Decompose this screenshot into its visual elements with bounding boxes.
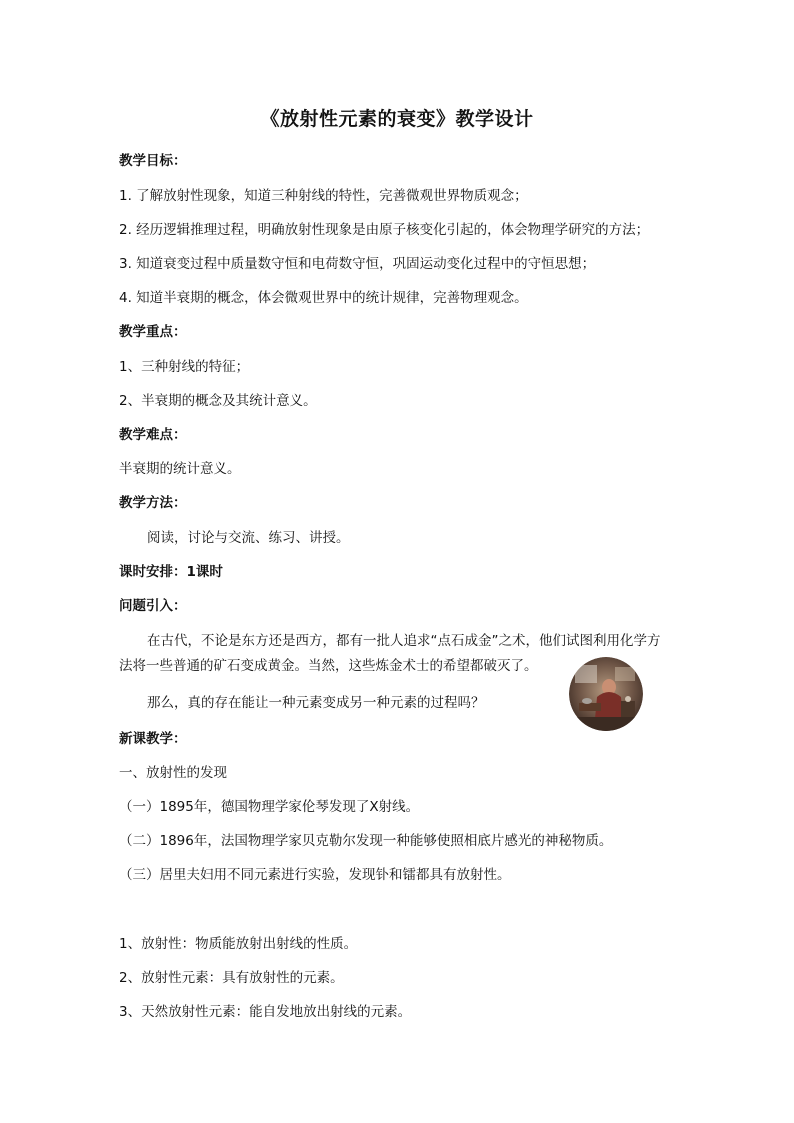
intro-paragraph-line: 在古代，不论是东方还是西方，都有一批人追求“点石成金”之术，他们试图利用化学方 xyxy=(147,633,661,649)
objective-item: 1. 了解放射性现象，知道三种射线的特性，完善微观世界物质观念； xyxy=(119,188,528,204)
new-lesson-heading: 新课教学： xyxy=(119,731,187,747)
document-title: 《放射性元素的衰变》教学设计 xyxy=(260,108,534,130)
schedule-text: 课时安排：1课时 xyxy=(119,564,223,580)
definition-item: 1、放射性：物质能放射出射线的性质。 xyxy=(119,936,358,952)
intro-question: 那么，真的存在能让一种元素变成另一种元素的过程吗？ xyxy=(147,695,485,711)
history-event: （二）1896年，法国物理学家贝克勒尔发现一种能够使照相底片感光的神秘物质。 xyxy=(119,833,613,849)
difficulty-heading: 教学难点： xyxy=(119,427,187,443)
intro-paragraph-line: 法将一些普通的矿石变成黄金。当然，这些炼金术士的希望都破灭了。 xyxy=(119,658,538,674)
section-heading: 一、放射性的发现 xyxy=(119,765,227,781)
difficulty-text: 半衰期的统计意义。 xyxy=(119,461,241,477)
methods-heading: 教学方法： xyxy=(119,495,187,511)
alchemist-illustration xyxy=(569,657,643,731)
key-points-heading: 教学重点： xyxy=(119,324,187,340)
objectives-heading: 教学目标： xyxy=(119,153,187,169)
history-event: （一）1895年，德国物理学家伦琴发现了X射线。 xyxy=(119,799,420,815)
definition-item: 2、放射性元素：具有放射性的元素。 xyxy=(119,970,344,986)
key-point-item: 1、三种射线的特征； xyxy=(119,359,250,375)
history-event: （三）居里夫妇用不同元素进行实验，发现钋和镭都具有放射性。 xyxy=(119,867,511,883)
key-point-item: 2、半衰期的概念及其统计意义。 xyxy=(119,393,317,409)
definition-item: 3、天然放射性元素：能自发地放出射线的元素。 xyxy=(119,1004,412,1020)
intro-heading: 问题引入： xyxy=(119,598,187,614)
objective-item: 3. 知道衰变过程中质量数守恒和电荷数守恒，巩固运动变化过程中的守恒思想； xyxy=(119,256,596,272)
objective-item: 2. 经历逻辑推理过程，明确放射性现象是由原子核变化引起的，体会物理学研究的方法； xyxy=(119,222,650,238)
objective-item: 4. 知道半衰期的概念，体会微观世界中的统计规律，完善物理观念。 xyxy=(119,290,528,306)
alchemist-image-icon xyxy=(569,657,643,731)
methods-text: 阅读，讨论与交流、练习、讲授。 xyxy=(147,530,350,546)
